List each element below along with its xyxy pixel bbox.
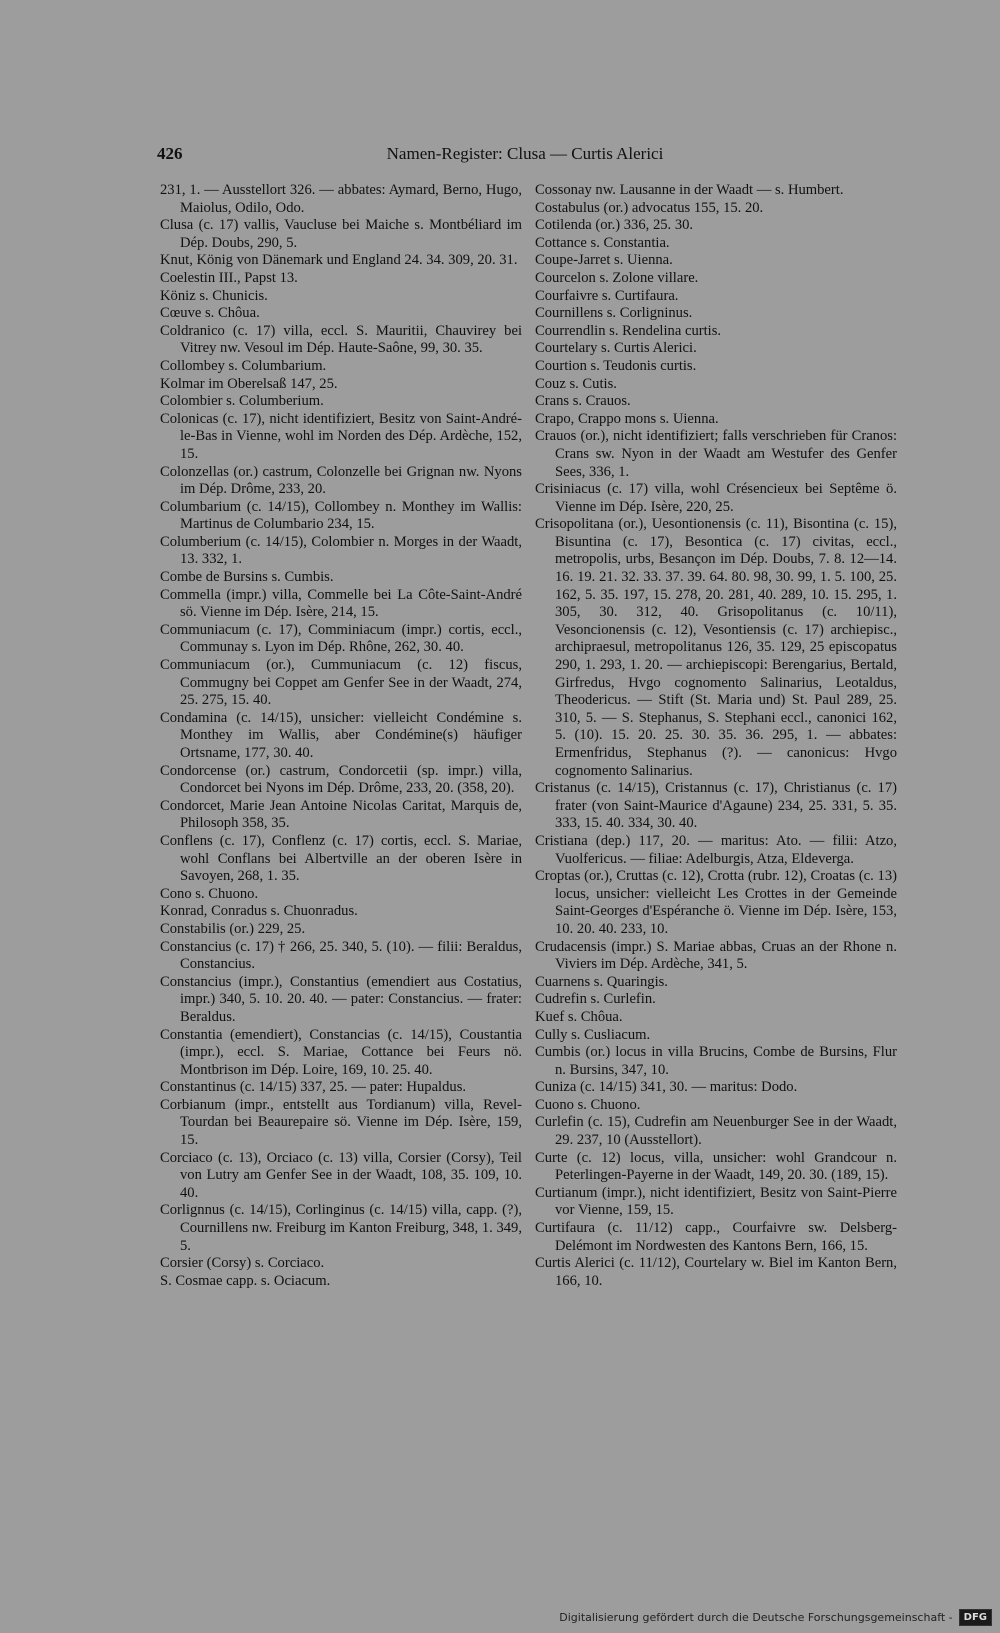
index-entry: Constancius (impr.), Constantius (emendiert aus Costatius, impr.) 340, 5. 10. 20. 40. — pater: Constancius. — frater: Beraldus. [160,973,522,1025]
index-entry: Constancius (c. 17) † 266, 25. 340, 5. (10). — filii: Beraldus, Constancius. [160,938,522,973]
index-entry: Courtion s. Teudonis curtis. [535,357,697,374]
index-entry: Courfaivre s. Curtifaura. [535,287,679,304]
index-entry: Kolmar im Oberelsaß 147, 25. [160,375,338,392]
index-entry: Knut, König von Dänemark und England 24. 34. 309, 20. 31. [160,252,518,269]
index-entry: Commella (impr.) villa, Commelle bei La Côte-Saint-André sö. Vienne im Dép. Isère, 214, 15. [160,586,522,621]
index-entry: Cono s. Chuono. [160,885,259,902]
index-entry: Cossonay nw. Lausanne in der Waadt — s. Humbert. [535,182,844,198]
index-entry: Crisiniacus (c. 17) villa, wohl Crésencieux bei Septême ö. Vienne im Dép. Isère, 220, 25. [535,481,897,515]
index-entry: Cristiana (dep.) 117, 20. — maritus: Ato. — filii: Atzo, Vuolfericus. — filiae: Adelburgis, Atza, Eldeverga. [535,832,897,867]
index-entry: Curlefin (c. 15), Cudrefin am Neuenburger See in der Waadt, 29. 237, 10 (Ausstellort). [535,1114,897,1149]
index-entry: Colombier s. Columberium. [160,393,324,410]
index-entry: Constantinus (c. 14/15) 337, 25. — pater: Hupaldus. [160,1079,467,1096]
index-column-left [160,182,522,1290]
index-entry: Curtianum (impr.), nicht identifiziert, Besitz von Saint-Pierre vor Vienne, 159, 15. [535,1184,897,1219]
index-column-right [535,182,897,1290]
index-entry: Courrendlin s. Rendelina curtis. [535,322,722,339]
page-header [155,140,895,168]
index-entry: Curtifaura (c. 11/12) capp., Courfaivre sw. Delsberg-Delémont im Nordwesten des Kantons Bern, 166, 15. [535,1220,897,1254]
index-entry: Cottance s. Constantia. [535,234,670,251]
footer-credit [559,1607,992,1627]
index-entry: Columberium (c. 14/15), Colombier n. Morges in der Waadt, 13. 332, 1. [160,533,522,568]
index-entry: Cotilenda (or.) 336, 25. 30. [535,217,694,234]
index-entry: Constabilis (or.) 229, 25. [160,920,306,937]
index-entry: Crudacensis (impr.) S. Mariae abbas, Cruas an der Rhone n. Viviers im Dép. Ardèche, 341, 5. [535,938,897,973]
index-entry: Cully s. Cusliacum. [535,1026,651,1043]
index-entry: Coupe-Jarret s. Uienna. [535,252,673,269]
index-entry: Couz s. Cutis. [535,375,617,392]
index-entry: Condorcense (or.) castrum, Condorcetii (sp. impr.) villa, Condorcet bei Nyons im Dép. Drôme, 233, 20. (358, 20). [160,762,522,797]
index-entry: Corlignnus (c. 14/15), Corlinginus (c. 14/15) villa, capp. (?), Cournillens nw. Freiburg im Kanton Freiburg, 348, 1. 349, 5. [160,1202,522,1254]
index-entry: Coelestin III., Papst 13. [160,269,298,286]
index-entry: Crauos (or.), nicht identifiziert; falls verschrieben für Cranos: Crans sw. Nyon in der Waadt am Westufer des Genfer Sees, 336, 1. [535,428,897,480]
index-entry: Corciaco (c. 13), Orciaco (c. 13) villa, Corsier (Corsy), Teil von Lutry am Genfer See in der Waadt, 108, 35. 109, 10. 40. [160,1149,522,1201]
index-entry: Curte (c. 12) locus, villa, unsicher: wohl Grandcour n. Peterlingen-Payerne in der Waadt, 149, 20. 30. (189, 15). [535,1149,897,1184]
dfg-logo: DFG [959,1609,992,1626]
index-entry: Corbianum (impr., entstellt aus Tordianum) villa, Revel-Tourdan bei Beaurepaire sö. Vienne im Dép. Isère, 159, 15. [160,1096,522,1149]
index-entry: Combe de Bursins s. Cumbis. [160,569,334,586]
running-title: Namen-Register: Clusa — Curtis Alerici [386,144,664,163]
index-entry: 231, 1. — Ausstellort 326. — abbates: Aymard, Berno, Hugo, Maiolus, Odilo, Odo. [160,182,522,216]
index-entry: Curtis Alerici (c. 11/12), Courtelary w. Biel im Kanton Bern, 166, 10. [535,1255,897,1289]
index-entry: Coldranico (c. 17) villa, eccl. S. Mauritii, Chauvirey bei Vitrey nw. Vesoul im Dép. Haute-Saône, 99, 30. 35. [160,322,522,357]
index-entry: Costabulus (or.) advocatus 155, 15. 20. [535,199,764,216]
index-entry: Cristanus (c. 14/15), Cristannus (c. 17), Christianus (c. 17) frater (von Saint-Maurice d'Agaune) 234, 25. 331, 5. 35. 333, 15. 40. 334, 30. 40. [535,780,897,832]
index-entry: Colonzellas (or.) castrum, Colonzelle bei Grignan nw. Nyons im Dép. Drôme, 233, 20. [160,463,522,498]
index-entry: Courtelary s. Curtis Alerici. [535,340,697,357]
index-entry: Condorcet, Marie Jean Antoine Nicolas Caritat, Marquis de, Philosoph 358, 35. [160,797,522,832]
index-entry: Crans s. Crauos. [535,393,631,410]
index-entry: Köniz s. Chunicis. [160,287,268,304]
index-entry: Corsier (Corsy) s. Corciaco. [160,1255,325,1272]
index-entry: Konrad, Conradus s. Chuonradus. [160,903,358,920]
index-entry: Kuef s. Chôua. [535,1008,623,1025]
index-entry: Cudrefin s. Curlefin. [535,991,656,1008]
index-entry: Cuarnens s. Quaringis. [535,973,668,990]
index-entry: Columbarium (c. 14/15), Collombey n. Monthey im Wallis: Martinus de Columbario 234, 15. [160,498,522,533]
index-entry: Communiacum (or.), Cummuniacum (c. 12) fiscus, Commugny bei Coppet am Genfer See in der Waadt, 274, 25. 275, 15. 40. [160,657,522,709]
index-entry: Crisopolitana (or.), Uesontionensis (c. 11), Bisontina (c. 15), Bisuntina (c. 17), Besontica (c. 17) civitas, eccl., metropolis, urbs, Besançon im Dép. Doubs, 7. 8. 12—14. 16. 19. 21. 32. 33. 37. 39. 64. 80. 98, 30. 99, 1. 5. 100, 25. 162, 5. 35. 197, 15. 278, 20. 281, 40. 289, 10. 15. 295, 1. 305, 30. 312, 40. Grisopolitanus (c. 10/11), Vesoncionensis (c. 12), Vesontiensis (c. 17) archiepisc., archipraesul, metropolitanus 126, 35. 129, 25 episcopatus 290, 1. 293, 1. 20. — archiepiscopi: Berengarius, Bertald, Girfredus, Hvgo cognomento Salinarius, Leotaldus, Theodericus. — Stift (St. Maria und) St. Paul 289, 25. 310, 5. — S. Stephanus, S. Stephani eccl., canonici 162, 5. (10). 15. 20. 25. 30. 35. 36. 295, 1. — abbates: Ermenfridus, Stephanus (?). — canonicus: Hvgo cognomento Salinarius. [535,516,897,779]
index-entry: Cuono s. Chuono. [535,1096,641,1113]
page-number: 426 [157,144,183,163]
index-entry: Cournillens s. Corligninus. [535,305,693,322]
index-entry: Croptas (or.), Cruttas (c. 12), Crotta (rubr. 12), Croatas (c. 13) locus, unsicher: vielleicht Les Crottes in der Gemeinde Saint-Georges d'Espéranche ö. Vienne im Dép. Isère, 153, 10. 20. 40. 233, 10. [535,868,897,937]
index-entry: Courcelon s. Zolone villare. [535,269,699,286]
index-entry: Constantia (emendiert), Constancias (c. 14/15), Coustantia (impr.), eccl. S. Mariae, Cottance bei Feurs nö. Montbrison im Dép. Loire, 169, 10. 25. 40. [160,1026,522,1078]
funding-credit-text: Digitalisierung gefördert durch die Deutsche Forschungsgemeinschaft - [559,1610,953,1624]
index-entry: Cuniza (c. 14/15) 341, 30. — maritus: Dodo. [535,1079,798,1096]
index-entry: Crapo, Crappo mons s. Uienna. [535,410,719,427]
index-entry: Cœuve s. Chôua. [160,305,260,322]
index-entry: Conflens (c. 17), Conflenz (c. 17) cortis, eccl. S. Mariae, wohl Conflans bei Albertville an der oberen Isère in Savoyen, 268, 1. 35. [160,832,522,885]
index-entry: S. Cosmae capp. s. Ociacum. [160,1272,331,1289]
index-entry: Colonicas (c. 17), nicht identifiziert, Besitz von Saint-André-le-Bas in Vienne, wohl im Norden des Dép. Ardèche, 152, 15. [160,410,522,462]
index-entry: Communiacum (c. 17), Comminiacum (impr.) cortis, eccl., Communay s. Lyon im Dép. Rhône, 262, 30. 40. [160,621,522,656]
index-entry: Condamina (c. 14/15), unsicher: vielleicht Condémine s. Monthey im Wallis, aber Condémine(s) häufiger Ortsname, 177, 30. 40. [160,709,522,761]
index-entry: Collombey s. Columbarium. [160,357,327,374]
index-entry: Cumbis (or.) locus in villa Brucins, Combe de Bursins, Flur n. Bursins, 347, 10. [535,1044,897,1078]
index-entry: Clusa (c. 17) vallis, Vaucluse bei Maiche s. Montbéliard im Dép. Doubs, 290, 5. [160,217,522,251]
